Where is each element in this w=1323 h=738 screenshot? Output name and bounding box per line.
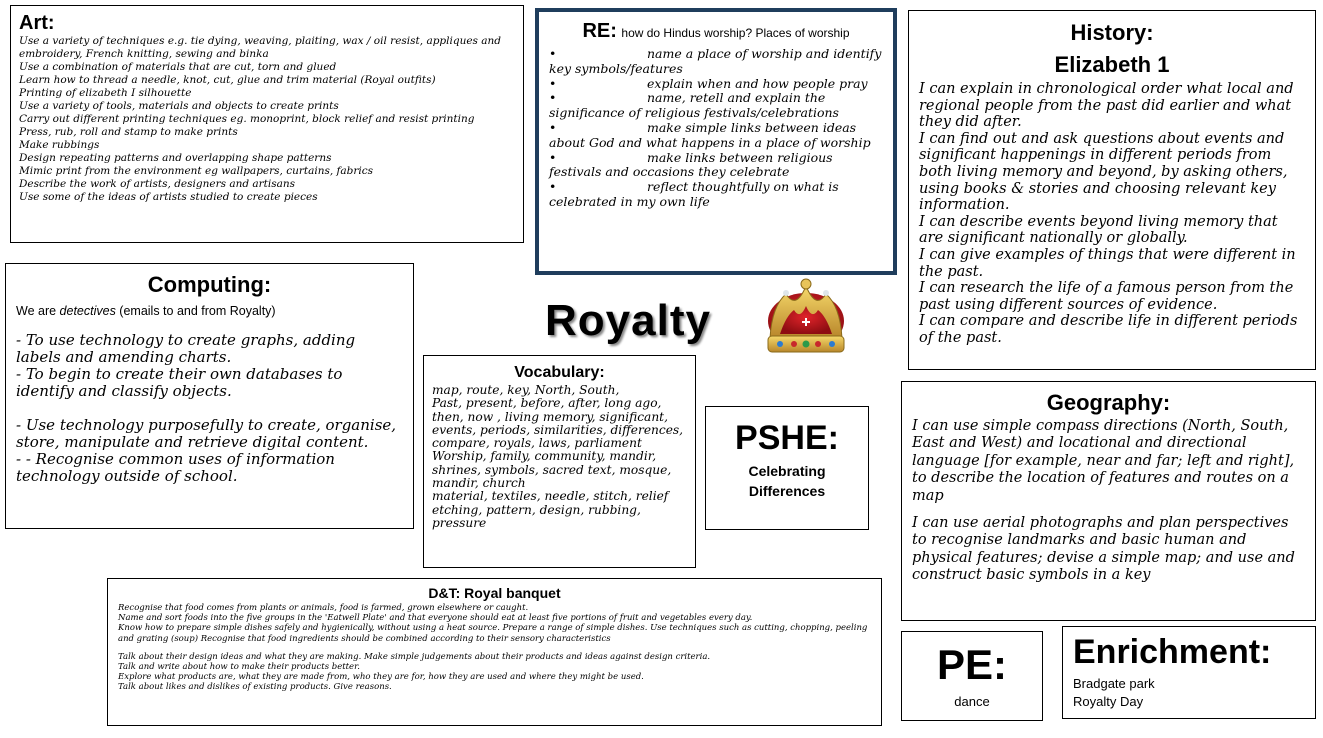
computing-lines <box>16 332 403 485</box>
re-item: • reflect thoughtfully on what is celebrated in my own life <box>549 179 839 209</box>
dt-line: Recognise that food comes from plants or animals, food is farmed, grown elsewhere or caught. <box>118 603 529 613</box>
bullet-icon: • <box>549 75 557 91</box>
art-line: Mimic print from the environment eg wallpapers, curtains, fabrics <box>19 165 374 177</box>
pshe-panel <box>705 406 869 530</box>
computing-line: - To begin to create their own databases to identify and classify objects. <box>16 365 343 400</box>
pshe-title: PSHE: <box>735 419 839 457</box>
re-panel <box>535 8 897 275</box>
dt-line: Talk about their design ideas and what they are making. Make simple judgements about their products and ideas against design criteria. <box>118 651 711 662</box>
re-item: • explain when and how people pray <box>549 75 868 91</box>
enrichment-title: Enrichment: <box>1073 633 1272 671</box>
pshe-subtitle-2: Differences <box>748 483 826 499</box>
geography-title: Geography: <box>1046 390 1171 415</box>
vocabulary-line: material, textiles, needle, stitch, relief etching, pattern, design, rubbing, pressure <box>432 489 669 530</box>
re-subtitle: how do Hindus worship? Places of worship <box>621 26 850 40</box>
re-item: • name a place of worship and identify key symbols/features <box>549 46 882 76</box>
enrichment-line: Bradgate park <box>1073 676 1155 691</box>
computing-line: - Use technology purposefully to create, organise, store, manipulate and retrieve digital content. <box>16 416 397 451</box>
vocabulary-line: map, route, key, North, South, <box>432 383 620 397</box>
art-panel <box>10 5 524 243</box>
dt-line: Name and sort foods into the five groups in the 'Eatwell Plate' and that everyone should eat at least five portions of fruit and vegetables every day. <box>118 613 753 624</box>
art-line: Design repeating patterns and overlapping shape patterns <box>19 152 332 164</box>
bullet-icon: • <box>549 179 557 195</box>
dt-title: D&T: Royal banquet <box>428 585 561 601</box>
geography-panel <box>901 381 1316 621</box>
bullet-icon: • <box>549 119 557 135</box>
computing-title: Computing: <box>147 272 272 297</box>
history-title: History: <box>1070 20 1154 45</box>
art-line: Use some of the ideas of artists studied to create pieces <box>19 191 318 203</box>
re-title: RE: <box>582 20 617 42</box>
computing-line: - To use technology to create graphs, adding labels and amending charts. <box>16 331 356 366</box>
art-line: Press, rub, roll and stamp to make prints <box>19 126 238 138</box>
art-line: Carry out different printing techniques eg. monoprint, block relief and resist printing <box>19 113 475 125</box>
bullet-icon: • <box>549 90 557 106</box>
art-title: Art: <box>19 12 55 34</box>
re-item: • name, retell and explain the significance of religious festivals/celebrations <box>549 90 839 121</box>
art-line: Make rubbings <box>19 139 100 151</box>
art-line: Describe the work of artists, designers and artisans <box>19 178 296 190</box>
re-item: • make simple links between ideas about God and what happens in a place of worship <box>549 119 871 150</box>
enrichment-line: Royalty Day <box>1073 694 1144 709</box>
history-subtitle: Elizabeth 1 <box>1054 52 1170 77</box>
history-line: I can research the life of a famous person from the past using different sources of evidence. <box>919 280 1294 313</box>
history-panel <box>908 10 1316 370</box>
page-title: Royalty <box>545 296 711 345</box>
bullet-icon: • <box>549 46 557 61</box>
re-item: • make links between religious festivals and occasions they celebrate <box>549 149 833 180</box>
pe-panel <box>901 631 1043 721</box>
vocabulary-line: Past, present, before, after, long ago, then, now , living memory, significant, events, periods, similarities, differences, compare, royals, laws, parliament <box>432 396 684 451</box>
art-line: Printing of elizabeth I silhouette <box>19 87 192 99</box>
computing-panel <box>5 263 414 529</box>
art-lines <box>19 35 515 204</box>
geography-lines <box>912 418 1305 585</box>
vocabulary-lines <box>432 384 687 530</box>
history-line: I can find out and ask questions about events and significant happenings in different periods from both living memory and beyond, by asking others, using books & stories and choosing relevant key information. <box>919 130 1288 214</box>
history-lines <box>919 81 1305 347</box>
art-line: Learn how to thread a needle, knot, cut, glue and trim material (Royal outfits) <box>19 74 436 86</box>
history-line: I can describe events beyond living memory that are significant nationally or globally. <box>919 213 1278 247</box>
history-line: I can give examples of things that were different in the past. <box>919 246 1296 280</box>
pe-subtitle: dance <box>954 694 990 709</box>
art-line: Use a variety of techniques e.g. tie dying, weaving, plaiting, wax / oil resist, appliques and embroidery, French knitting, sewing and binka <box>19 35 502 60</box>
dt-line: Explore what products are, what they are made from, who they are for, how they are used and where they might be used. <box>118 672 644 683</box>
geography-line: I can use simple compass directions (North, South, East and West) and locational and directional language [for example, near and far; left and right], to describe the location of features and routes on a map <box>912 418 1295 504</box>
vocabulary-line: Worship, family, community, mandir, shrines, symbols, sacred text, mosque, mandir, church <box>432 449 672 491</box>
history-line: I can compare and describe life in different periods of the past. <box>919 313 1298 346</box>
dt-line: Know how to prepare simple dishes safely and hygienically, without using a heat source. Prepare a range of simple dishes. Use techniques such as cutting, chopping, peeling and grating (soup) Recognise that food ingredients should be combined according to their sensory characteristics <box>118 623 868 644</box>
pshe-subtitle-1: Celebrating <box>748 463 826 479</box>
computing-subtitle: We are detectives (emails to and from Royalty) <box>16 304 276 318</box>
geography-line: I can use aerial photographs and plan perspectives to recognise landmarks and basic human and physical features; devise a simple map; and use and construct basic symbols in a key <box>912 515 1295 584</box>
dt-line: Talk and write about how to make their products better. <box>118 662 360 673</box>
re-heading <box>549 20 883 43</box>
enrichment-lines <box>1073 675 1305 711</box>
dt-line: Talk about likes and dislikes of existing products. Give reasons. <box>118 682 392 693</box>
pe-title: PE: <box>936 641 1007 688</box>
dt-panel <box>107 578 882 726</box>
re-list <box>549 47 883 210</box>
enrichment-panel <box>1062 626 1316 719</box>
crown-icon <box>756 276 856 368</box>
history-line: I can explain in chronological order what local and regional people from the past did earlier and what they did after. <box>919 81 1294 131</box>
computing-line: - - Recognise common uses of information technology outside of school. <box>16 450 335 485</box>
dt-lines <box>118 603 871 693</box>
art-line: Use a combination of materials that are cut, torn and glued <box>19 61 337 73</box>
vocabulary-title: Vocabulary: <box>514 364 605 381</box>
vocabulary-panel <box>423 355 696 568</box>
bullet-icon: • <box>549 149 557 165</box>
art-line: Use a variety of tools, materials and objects to create prints <box>19 100 339 112</box>
